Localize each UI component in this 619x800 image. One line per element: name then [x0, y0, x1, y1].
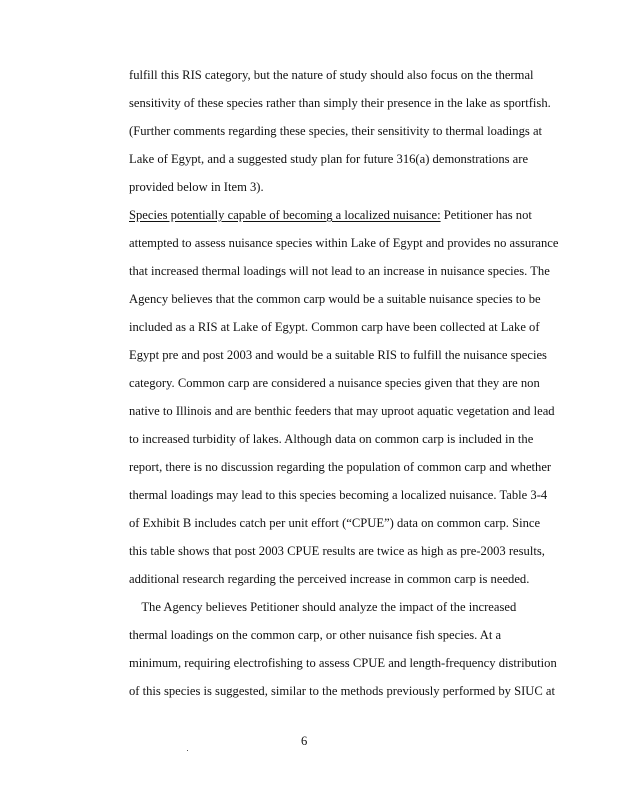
paragraph-line: that increased thermal loadings will not lead to an increase in nuisance species. The [129, 264, 550, 278]
paragraph-line: native to Illinois and are benthic feeders that may uproot aquatic vegetation and lead [129, 404, 555, 418]
paragraph-line: to increased turbidity of lakes. Although data on common carp is included in the [129, 432, 534, 446]
paragraph-line: Lake of Egypt, and a suggested study plan for future 316(a) demonstrations are [129, 152, 529, 166]
paragraph-line: thermal loadings on the common carp, or other nuisance fish species. At a [129, 628, 502, 642]
paragraph-line: provided below in Item 3). [129, 180, 264, 194]
paragraph-line: this table shows that post 2003 CPUE results are twice as high as pre-2003 results, [129, 544, 545, 558]
paragraph-line: Egypt pre and post 2003 and would be a suitable RIS to fulfill the nuisance species [129, 348, 547, 362]
paragraph-line: included as a RIS at Lake of Egypt. Common carp have been collected at Lake of [129, 320, 540, 334]
paragraph-line: of this species is suggested, similar to the methods previously performed by SIUC at [129, 684, 556, 698]
paragraph-line: thermal loadings may lead to this species becoming a localized nuisance. Table 3-4 [129, 488, 548, 502]
section-first-line [129, 208, 532, 222]
paragraph-line: The Agency believes Petitioner should analyze the impact of the increased [129, 600, 517, 614]
paragraph-line: attempted to assess nuisance species within Lake of Egypt and provides no assurance [129, 236, 559, 250]
section-heading: Species potentially capable of becoming a localized nuisance: [129, 208, 441, 222]
paragraph-line: of Exhibit B includes catch per unit effort (“CPUE”) data on common carp. Since [129, 516, 541, 530]
paragraph-line: sensitivity of these species rather than simply their presence in the lake as sportfish. [129, 96, 551, 110]
paragraph-line: fulfill this RIS category, but the nature of study should also focus on the thermal [129, 68, 534, 82]
scan-speck [187, 750, 188, 751]
paragraph-line: category. Common carp are considered a nuisance species given that they are non [129, 376, 540, 390]
paragraph-line: additional research regarding the perceived increase in common carp is needed. [129, 572, 530, 586]
paragraph-line: (Further comments regarding these species, their sensitivity to thermal loadings at [129, 124, 543, 138]
paragraph-line: Agency believes that the common carp would be a suitable nuisance species to be [129, 292, 541, 306]
section-first-line-text: Petitioner has not [440, 208, 532, 222]
page-number: 6 [301, 734, 308, 748]
paragraph-line: minimum, requiring electrofishing to assess CPUE and length-frequency distribution [129, 656, 557, 670]
paragraph-line: report, there is no discussion regarding the population of common carp and whether [129, 460, 552, 474]
